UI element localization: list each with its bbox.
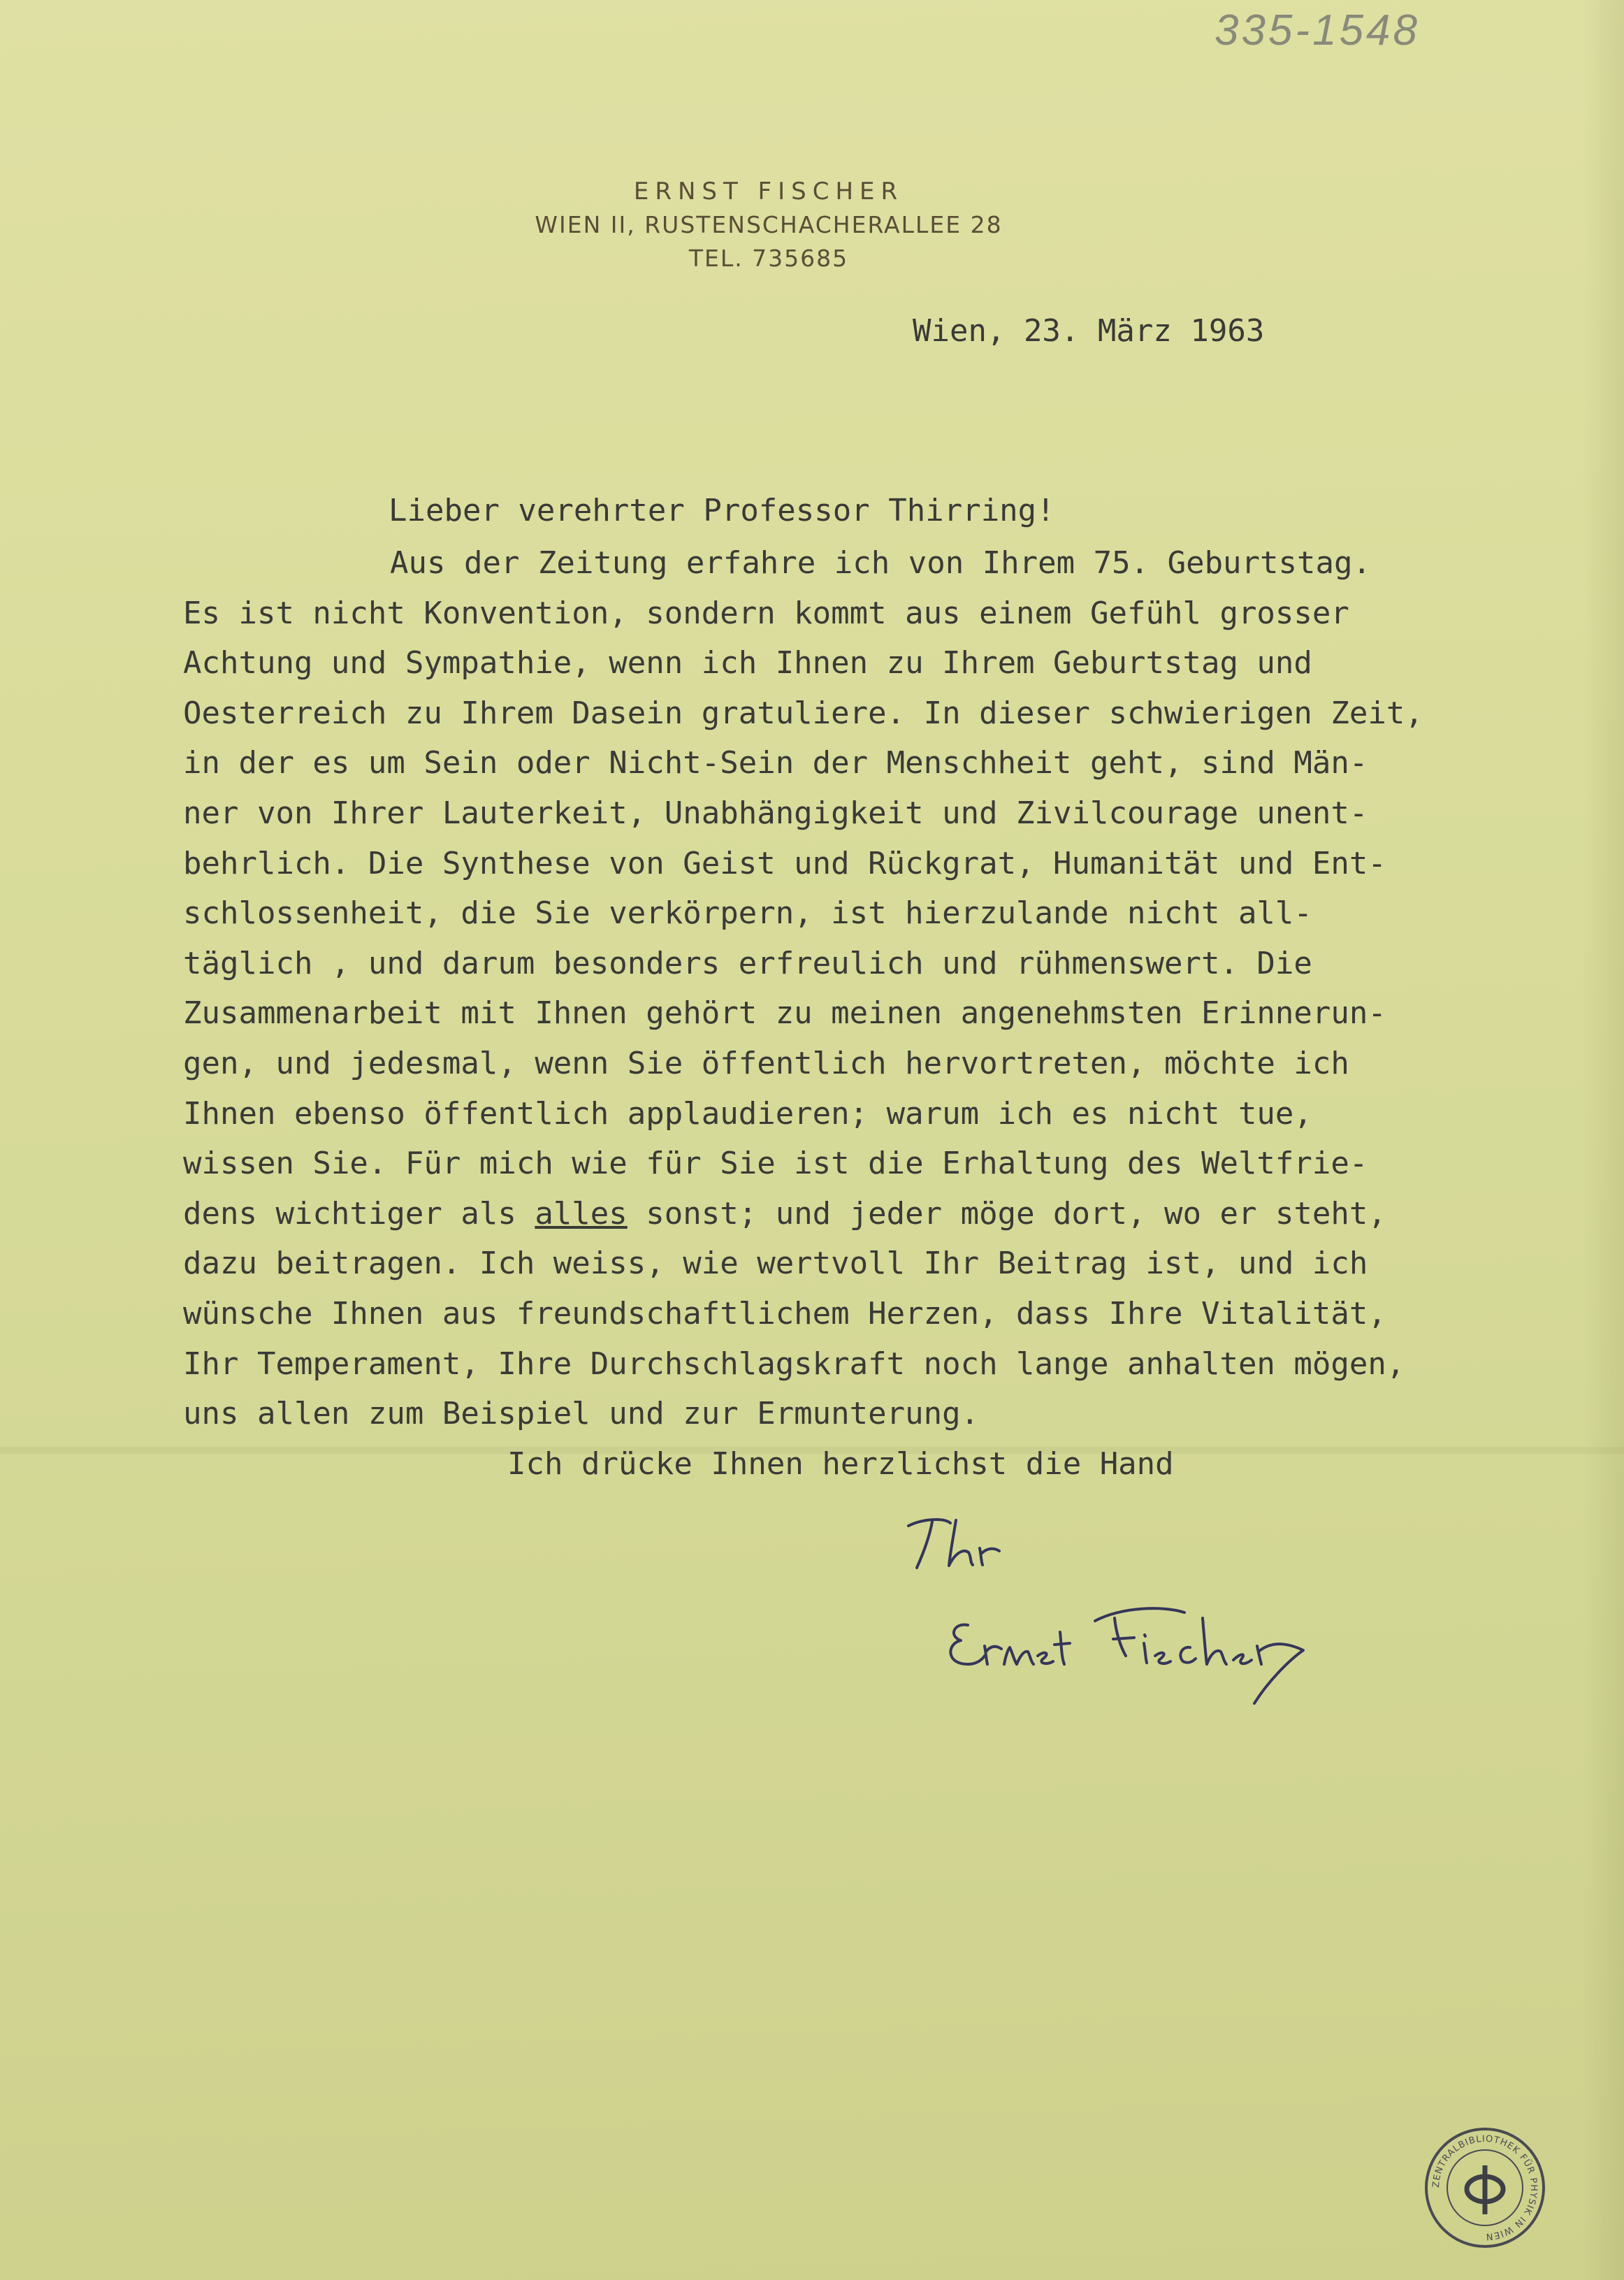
body-line: ner von Ihrer Lauterkeit, Unabhängigkeit und Zivilcourage unent- <box>183 795 1368 831</box>
body-line: Es ist nicht Konvention, sondern kommt aus einem Gefühl grosser <box>183 595 1349 631</box>
letter-date: Wien, 23. März 1963 <box>913 313 1265 349</box>
body-line: wissen Sie. Für mich wie für Sie ist die Erhaltung des Weltfrie- <box>183 1146 1368 1182</box>
body-line: behrlich. Die Synthese von Geist und Rückgrat, Humanität und Ent- <box>183 845 1386 881</box>
body-line: Aus der Zeitung erfahre ich von Ihrem 75. Geburtstag. <box>390 545 1371 581</box>
body-line: täglich , und darum besonders erfreulich und rühmenswert. Die <box>183 945 1312 981</box>
body-line: Ihnen ebenso öffentlich applaudieren; warum ich es nicht tue, <box>183 1095 1312 1132</box>
body-line: Achtung und Sympathie, wenn ich Ihnen zu Ihrem Geburtstag und <box>183 645 1312 681</box>
body-line: gen, und jedesmal, wenn Sie öffentlich hervortreten, möchte ich <box>183 1045 1349 1081</box>
letterhead-name: ERNST FISCHER <box>633 178 904 205</box>
archive-number: 335-1548 <box>1215 6 1421 55</box>
body-line: dazu beitragen. Ich weiss, wie wertvoll Ihr Beitrag ist, und ich <box>183 1246 1368 1282</box>
library-stamp <box>1422 2125 1548 2251</box>
letterhead <box>419 175 1118 275</box>
body-line: Oesterreich zu Ihrem Dasein gratuliere. In dieser schwierigen Zeit, <box>183 695 1423 731</box>
letterhead-address: WIEN II, RUSTENSCHACHERALLEE 28 <box>535 211 1003 238</box>
salutation: Lieber verehrter Professor Thirring! <box>389 493 1055 528</box>
body-line: in der es um Sein oder Nicht-Sein der Menschheit geht, sind Män- <box>183 745 1368 781</box>
body-line: uns allen zum Beispiel und zur Ermunterung. <box>183 1396 980 1432</box>
body-line: Ihr Temperament, Ihre Durchschlagskraft noch lange anhalten mögen, <box>183 1345 1405 1382</box>
stamp-text: ZENTRALBIBLIOTHEK FÜR PHYSIK IN WIEN <box>1430 2133 1539 2242</box>
body-line-underlined: dens wichtiger als alles sonst; und jeder möge dort, wo er steht, <box>183 1195 1386 1232</box>
body-line: wünsche Ihnen aus freundschaftlichem Herzen, dass Ihre Vitalität, <box>183 1295 1386 1332</box>
letterhead-phone: TEL. 735685 <box>688 245 849 272</box>
underlined-word: alles <box>535 1195 628 1232</box>
body-line: schlossenheit, die Sie verkörpern, ist hierzulande nicht all- <box>183 895 1312 932</box>
closing-line: Ich drücke Ihnen herzlichst die Hand <box>507 1445 1174 1482</box>
letter-body <box>183 538 1423 1489</box>
body-line: Zusammenarbeit mit Ihnen gehört zu meinen angenehmsten Erinnerun- <box>183 995 1386 1032</box>
signature-ihr <box>901 1513 1027 1576</box>
signature-ernst-fischer <box>940 1597 1317 1709</box>
